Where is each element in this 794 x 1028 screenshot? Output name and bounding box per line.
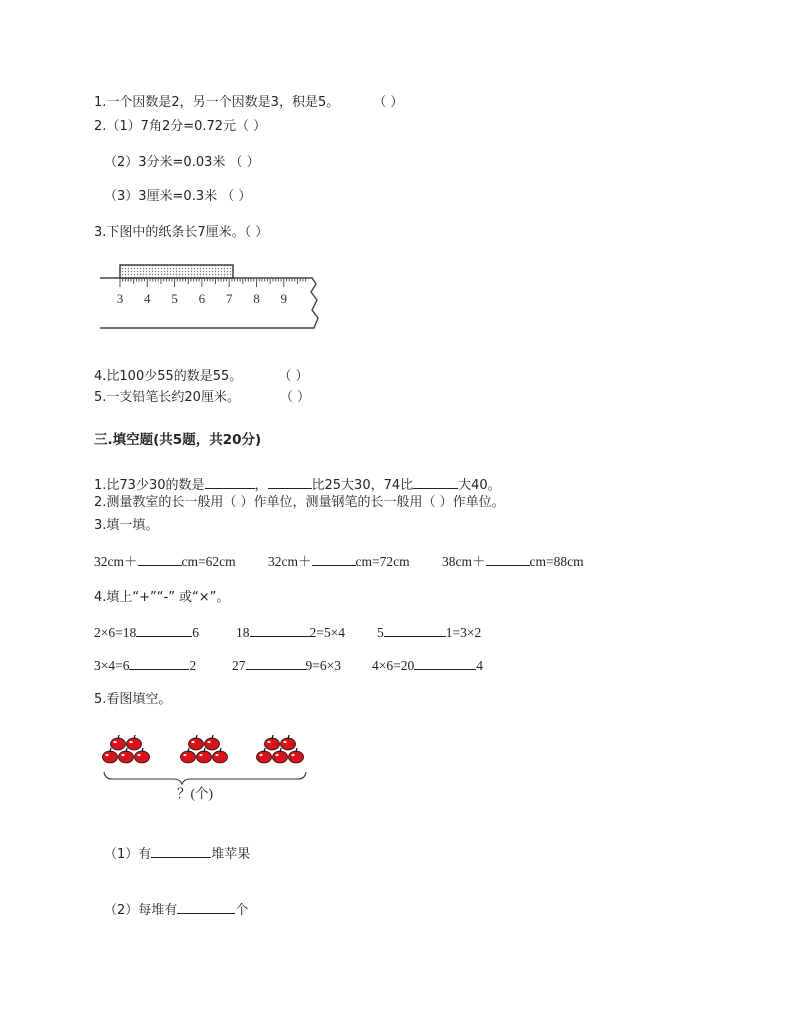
judge-q4: 4.比100少55的数是55。 （ ） <box>94 369 309 384</box>
blank[interactable] <box>486 553 530 566</box>
fill-q5: 5.看图填空。 <box>94 692 172 707</box>
fill-heading: 三.填空题(共5题，共20分) <box>94 432 262 448</box>
apple <box>205 735 220 750</box>
judge-q2-3: （3）3厘米=0.3米 （ ） <box>104 189 252 204</box>
judge-q2-1: 2.（1）7角2分=0.72元（ ） <box>94 119 267 134</box>
blank[interactable] <box>246 657 306 670</box>
fill-q3: 3.填一填。 <box>94 518 159 533</box>
blank[interactable] <box>138 553 182 566</box>
blank[interactable] <box>129 657 189 670</box>
apple <box>111 735 126 750</box>
fill-q2: 2.测量教室的长一般用（ ）作单位，测量钢笔的长一般用（ ）作单位。 <box>94 495 505 510</box>
blank[interactable] <box>136 624 192 637</box>
blank[interactable] <box>177 901 235 914</box>
paper-strip <box>120 265 233 278</box>
fill-q1: 1.比73少30的数是 ， 比25大30，74比 大40。 <box>94 478 501 493</box>
blank[interactable] <box>384 624 446 637</box>
blank[interactable] <box>151 845 211 858</box>
judge-q1: 1.一个因数是2，另一个因数是3，积是5。 （ ） <box>94 95 404 110</box>
apple <box>257 748 272 763</box>
brace <box>104 772 306 784</box>
apple <box>103 748 118 763</box>
judge-q3: 3.下图中的纸条长7厘米。（ ） <box>94 225 269 240</box>
fill-q3-item: 38cm＋ cm=88cm <box>442 554 584 569</box>
blank[interactable] <box>414 657 476 670</box>
apple <box>119 748 134 763</box>
brace-label: ？(个) <box>177 786 213 801</box>
fill-q3-item: 32cm＋ cm=62cm <box>94 554 236 569</box>
judge-q2-2: （2）3分米=0.03米 （ ） <box>104 155 260 170</box>
blank[interactable] <box>413 476 458 489</box>
blank[interactable] <box>250 624 310 637</box>
fill-q4-item: 4×6=20 4 <box>372 658 483 673</box>
fill-q4-item: 5 1=3×2 <box>377 625 482 640</box>
ruler-label: 3 <box>116 291 124 306</box>
apple <box>213 748 228 763</box>
ruler-label: 4 <box>144 291 151 306</box>
apple <box>127 735 142 750</box>
ruler-label: 6 <box>198 291 206 306</box>
ruler-figure <box>100 258 325 332</box>
ruler-label: 9 <box>280 291 288 306</box>
ruler-label: 8 <box>253 291 260 306</box>
blank[interactable] <box>268 476 312 489</box>
apple <box>181 748 196 763</box>
fill-q4-item: 27 9=6×3 <box>232 658 341 673</box>
fill-q4-item: 3×4=6 2 <box>94 658 197 673</box>
fill-q4-item: 18 2=5×4 <box>236 625 345 640</box>
apple <box>135 748 150 763</box>
blank[interactable] <box>312 553 356 566</box>
judge-q5: 5.一支铅笔长约20厘米。 （ ） <box>94 390 311 405</box>
apple <box>189 735 204 750</box>
apple <box>273 748 288 763</box>
apple <box>281 735 296 750</box>
fill-q5-1: （1）有 堆苹果 <box>104 847 251 862</box>
fill-q5-2: （2）每堆有 个 <box>104 903 249 918</box>
ruler-label: 7 <box>225 291 233 306</box>
ruler-label: 5 <box>171 291 178 306</box>
apple <box>289 748 304 763</box>
fill-q4: 4.填上“+”“-” 或“×”。 <box>94 590 230 605</box>
apple <box>197 748 212 763</box>
fill-q4-item: 2×6=18 6 <box>94 625 199 640</box>
fill-q3-item: 32cm＋ cm=72cm <box>268 554 410 569</box>
blank[interactable] <box>205 476 255 489</box>
apple <box>265 735 280 750</box>
